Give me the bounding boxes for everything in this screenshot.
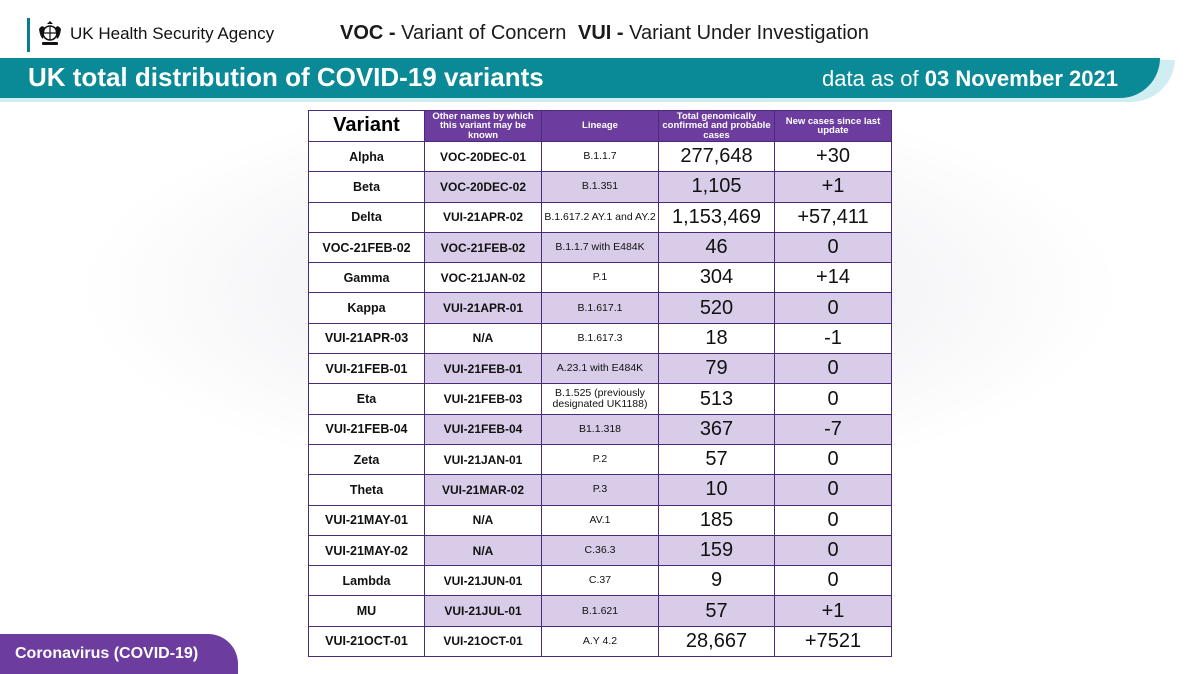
cell-total: 1,105 (659, 172, 775, 202)
cell-variant: Kappa (309, 293, 425, 323)
cell-lineage: B.1.617.2 AY.1 and AY.2 (542, 202, 659, 232)
table-row (309, 232, 892, 262)
cell-variant: VUI-21APR-03 (309, 323, 425, 353)
cell-other-names: VUI-21JAN-01 (425, 444, 542, 474)
cell-total: 10 (659, 475, 775, 505)
cell-variant: Gamma (309, 263, 425, 293)
cell-total: 513 (659, 384, 775, 414)
cell-other-names: VUI-21APR-02 (425, 202, 542, 232)
cell-lineage: B.1.525 (previously designated UK1188) (542, 384, 659, 414)
table-row (309, 202, 892, 232)
cell-total: 159 (659, 535, 775, 565)
cell-new-cases: 0 (775, 535, 892, 565)
cell-variant: VUI-21OCT-01 (309, 626, 425, 656)
cell-variant: Delta (309, 202, 425, 232)
voc-legend (340, 22, 566, 45)
title-banner (0, 58, 1160, 98)
cell-variant: Eta (309, 384, 425, 414)
cell-lineage: P.2 (542, 444, 659, 474)
table-row (309, 293, 892, 323)
cell-variant: VOC-21FEB-02 (309, 232, 425, 262)
cell-total: 18 (659, 323, 775, 353)
cell-new-cases: 0 (775, 232, 892, 262)
header-lineage: Lineage (542, 111, 659, 142)
variants-table-container (308, 110, 891, 662)
cell-new-cases: 0 (775, 354, 892, 384)
cell-other-names: N/A (425, 505, 542, 535)
cell-other-names: VUI-21JUN-01 (425, 566, 542, 596)
table-row (309, 172, 892, 202)
vui-abbr: VUI (578, 22, 612, 44)
table-row (309, 535, 892, 565)
cell-other-names: N/A (425, 535, 542, 565)
cell-other-names: N/A (425, 323, 542, 353)
cell-variant: VUI-21MAY-01 (309, 505, 425, 535)
voc-text: Variant of Concern (401, 22, 567, 44)
cell-other-names: VUI-21FEB-04 (425, 414, 542, 444)
crest-icon (36, 21, 64, 47)
cell-variant: Beta (309, 172, 425, 202)
table-row (309, 475, 892, 505)
voc-dash: - (388, 22, 396, 44)
table-row (309, 596, 892, 626)
cell-lineage: A.Y 4.2 (542, 626, 659, 656)
cell-variant: MU (309, 596, 425, 626)
cell-new-cases: +1 (775, 596, 892, 626)
cell-lineage: B.1.621 (542, 596, 659, 626)
cell-lineage: B.1.617.3 (542, 323, 659, 353)
cell-lineage: B.1.1.7 with E484K (542, 232, 659, 262)
header-other-names: Other names by which this variant may be known (425, 111, 542, 142)
cell-variant: Lambda (309, 566, 425, 596)
cell-other-names: VUI-21OCT-01 (425, 626, 542, 656)
cell-total: 9 (659, 566, 775, 596)
table-row (309, 505, 892, 535)
cell-variant: Zeta (309, 444, 425, 474)
variants-table (308, 110, 892, 657)
cell-other-names: VUI-21APR-01 (425, 293, 542, 323)
cell-new-cases: +57,411 (775, 202, 892, 232)
cell-total: 277,648 (659, 142, 775, 172)
cell-variant: VUI-21FEB-01 (309, 354, 425, 384)
cell-other-names: VOC-20DEC-02 (425, 172, 542, 202)
cell-variant: VUI-21MAY-02 (309, 535, 425, 565)
cell-lineage: A.23.1 with E484K (542, 354, 659, 384)
table-row (309, 626, 892, 656)
cell-total: 520 (659, 293, 775, 323)
cell-lineage: B.1.1.7 (542, 142, 659, 172)
cell-other-names: VUI-21MAR-02 (425, 475, 542, 505)
cell-lineage: B.1.617.1 (542, 293, 659, 323)
cell-lineage: P.1 (542, 263, 659, 293)
agency-name: UK Health Security Agency (70, 24, 275, 43)
page-title: UK total distribution of COVID-19 variants (28, 62, 544, 92)
table-row (309, 414, 892, 444)
cell-other-names: VOC-21JAN-02 (425, 263, 542, 293)
cell-new-cases: 0 (775, 444, 892, 474)
cell-total: 367 (659, 414, 775, 444)
table-row (309, 354, 892, 384)
cell-lineage: AV.1 (542, 505, 659, 535)
footer-tab (0, 634, 238, 674)
vui-legend (578, 22, 869, 45)
table-body (309, 142, 892, 657)
cell-new-cases: +1 (775, 172, 892, 202)
cell-new-cases: -7 (775, 414, 892, 444)
cell-lineage: B1.1.318 (542, 414, 659, 444)
table-row (309, 263, 892, 293)
cell-other-names: VUI-21JUL-01 (425, 596, 542, 626)
cell-variant: VUI-21FEB-04 (309, 414, 425, 444)
date-value: 03 November 2021 (924, 66, 1118, 91)
date-prefix: data as of (822, 66, 919, 91)
cell-new-cases: 0 (775, 566, 892, 596)
vui-dash: - (616, 22, 624, 44)
table-row (309, 444, 892, 474)
logo-divider (27, 18, 30, 52)
cell-lineage: C.37 (542, 566, 659, 596)
cell-new-cases: +7521 (775, 626, 892, 656)
header-total: Total genomically confirmed and probable cases (659, 111, 775, 142)
cell-lineage: C.36.3 (542, 535, 659, 565)
table-row (309, 566, 892, 596)
header-new-cases: New cases since last update (775, 111, 892, 142)
table-row (309, 142, 892, 172)
cell-total: 79 (659, 354, 775, 384)
header-variant: Variant (309, 111, 425, 142)
cell-variant: Theta (309, 475, 425, 505)
cell-lineage: P.3 (542, 475, 659, 505)
cell-other-names: VOC-20DEC-01 (425, 142, 542, 172)
cell-other-names: VUI-21FEB-03 (425, 384, 542, 414)
cell-new-cases: +30 (775, 142, 892, 172)
table-header-row (309, 111, 892, 142)
vui-text: Variant Under Investigation (629, 22, 869, 44)
cell-new-cases: 0 (775, 505, 892, 535)
cell-total: 304 (659, 263, 775, 293)
cell-new-cases: +14 (775, 263, 892, 293)
cell-total: 46 (659, 232, 775, 262)
cell-new-cases: 0 (775, 384, 892, 414)
cell-other-names: VOC-21FEB-02 (425, 232, 542, 262)
cell-new-cases: 0 (775, 475, 892, 505)
footer-label: Coronavirus (COVID-19) (15, 645, 199, 662)
cell-total: 57 (659, 444, 775, 474)
cell-total: 28,667 (659, 626, 775, 656)
data-date (822, 66, 1118, 92)
top-bar (0, 0, 1200, 60)
cell-total: 57 (659, 596, 775, 626)
cell-total: 1,153,469 (659, 202, 775, 232)
cell-new-cases: 0 (775, 293, 892, 323)
cell-total: 185 (659, 505, 775, 535)
table-row (309, 323, 892, 353)
voc-abbr: VOC (340, 22, 384, 44)
cell-new-cases: -1 (775, 323, 892, 353)
cell-variant: Alpha (309, 142, 425, 172)
cell-other-names: VUI-21FEB-01 (425, 354, 542, 384)
table-row (309, 384, 892, 414)
cell-lineage: B.1.351 (542, 172, 659, 202)
